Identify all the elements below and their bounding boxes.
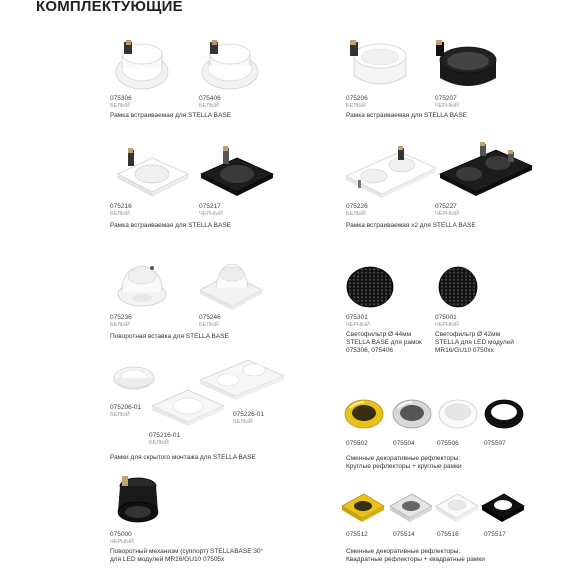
item-code: 075226 (346, 203, 368, 210)
item-code: 075517 (484, 531, 506, 538)
rotating-insert-square-image (196, 254, 266, 314)
section-description: Рамки для скрытого монтажа для STELLA BASE (110, 454, 256, 461)
item-code: 075504 (393, 440, 415, 447)
item-color: БЕЛЫЙ (110, 322, 130, 328)
section-description: Рамка встраиваемая для STELLA BASE (110, 112, 232, 119)
item-code: 075206 (346, 95, 368, 102)
section-description: Квадратные рефлекторы + квадратные рамки (346, 556, 485, 563)
frame-square-white-image (112, 144, 192, 200)
frame-double-black-image (436, 138, 534, 202)
section-description: Круглые рефлекторы + круглые рамки (346, 463, 462, 470)
item-code: 075514 (393, 531, 415, 538)
honeycomb-filter-42-image (436, 264, 482, 310)
item-description: Светофильтр Ø 44мм (346, 331, 412, 338)
item-color: БЕЛЫЙ (346, 103, 366, 109)
item-color: БЕЛЫЙ (110, 211, 130, 217)
item-color: БЕЛЫЙ (233, 419, 253, 425)
item-description: STELLA для LED модулей (435, 339, 514, 346)
item-code: 075000 (110, 531, 132, 538)
item-color: ЧЕРНЫЙ (199, 211, 223, 217)
item-color: ЧЕРНЫЙ (110, 539, 134, 545)
item-code: 075206-01 (110, 404, 142, 411)
item-code: 075301 (346, 314, 368, 321)
page-title: КОМПЛЕКТУЮЩИЕ (36, 0, 183, 15)
item-color: БЕЛЫЙ (346, 211, 366, 217)
rotating-mechanism-image (108, 472, 168, 530)
item-code: 075406 (199, 95, 221, 102)
item-color: БЕЛЫЙ (199, 322, 219, 328)
item-code: 075512 (346, 531, 368, 538)
section-description: Сменные декоративные рефлекторы: (346, 548, 461, 555)
item-code: 075216 (110, 203, 132, 210)
frame-cylinder-white-image (344, 36, 416, 92)
reflector-square-chrome-image (388, 488, 434, 526)
reflector-square-white-image (434, 488, 480, 526)
item-code: 075207 (435, 95, 457, 102)
item-color: ЧЕРНЫЙ (435, 103, 459, 109)
section-description: Поворотная вставка для STELLA BASE (110, 333, 229, 340)
frame-square-black-image (197, 144, 277, 200)
item-code: 075306 (110, 95, 132, 102)
item-code: 075226-01 (233, 411, 265, 418)
reflector-square-black-image (480, 488, 526, 526)
section-description: Сменные декоративные рефлекторы: (346, 455, 461, 462)
section-description: Рамка встраиваемая для STELLA BASE (346, 112, 468, 119)
section-description: Рамка встраиваемая для STELLA BASE (110, 222, 232, 229)
item-code: 075502 (346, 440, 368, 447)
item-description: 075306, 075406 (346, 347, 393, 354)
frame-double-white-image (342, 138, 438, 202)
section-description: для LED модулей MR16/GU10 07505х (110, 556, 225, 563)
item-code: 075001 (435, 314, 457, 321)
item-color: БЕЛЫЙ (110, 103, 130, 109)
reflector-round-chrome-image (390, 396, 434, 432)
item-code: 075506 (437, 440, 459, 447)
item-color: БЕЛЫЙ (199, 103, 219, 109)
reflector-round-gold-image (342, 396, 386, 432)
rotating-insert-round-image (110, 254, 174, 314)
item-description: MR16/GU10 0750xx (435, 347, 494, 354)
item-color: ЧЕРНЫЙ (346, 322, 370, 328)
item-code: 075227 (435, 203, 457, 210)
item-color: ЧЕРНЫЙ (435, 211, 459, 217)
section-description: Поворотный механизм (суппорт) STELLABASE 30° (110, 548, 264, 555)
item-code: 075216-01 (149, 432, 181, 439)
frame-round-white-1-image (108, 36, 178, 92)
frame-cylinder-black-image (432, 38, 504, 94)
item-color: БЕЛЫЙ (110, 412, 130, 418)
reflector-round-black-image (482, 396, 526, 432)
item-code: 075246 (199, 314, 221, 321)
reflector-round-white-image (436, 396, 480, 432)
item-code: 075507 (484, 440, 506, 447)
section-description: Рамка встраиваемая х2 для STELLA BASE (346, 222, 476, 229)
item-code: 075217 (199, 203, 221, 210)
honeycomb-filter-44-image (344, 264, 396, 310)
item-code: 075236 (110, 314, 132, 321)
item-color: БЕЛЫЙ (149, 440, 169, 446)
item-code: 075516 (437, 531, 459, 538)
item-description: STELLA BASE для рамок (346, 339, 422, 346)
frame-round-white-2-image (196, 36, 266, 92)
reflector-square-gold-image (340, 488, 386, 526)
hidden-mount-frames-image (108, 356, 284, 440)
item-description: Светофильтр Ø 42мм (435, 331, 501, 338)
item-color: ЧЕРНЫЙ (435, 322, 459, 328)
